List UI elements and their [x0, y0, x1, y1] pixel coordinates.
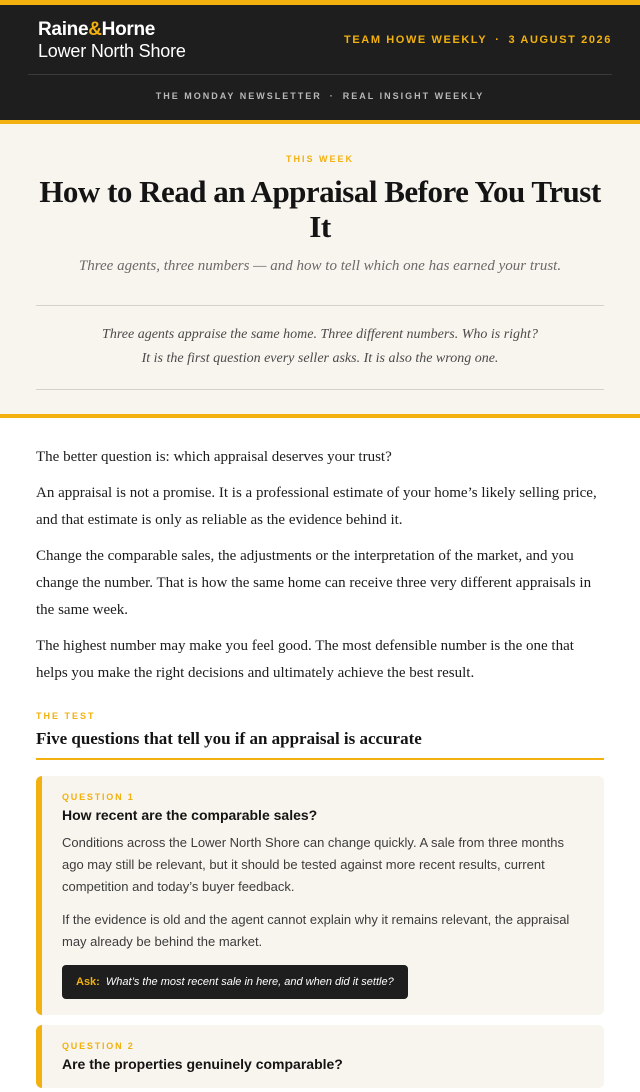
pull-quote — [36, 305, 604, 390]
body-paragraph: An appraisal is not a promise. It is a professional estimate of your home’s likely selling price, and that estimate is only as reliable as the evidence behind it. — [36, 485, 597, 528]
question-card-2 — [36, 1025, 604, 1088]
ask-question: What’s the most recent sale in here, and when did it settle? — [105, 976, 394, 988]
article-dek: Three agents, three numbers — and how to tell which one has earned your trust. — [78, 258, 562, 274]
issue-info — [344, 34, 612, 46]
question-title: Are the properties genuinely comparable? — [62, 1056, 343, 1072]
hero-kicker: THIS WEEK — [285, 154, 354, 164]
question-text: If the evidence is old and the agent cannot explain why it remains relevant, the appraisal may already be behind the market. — [62, 912, 570, 949]
newsletter-header — [0, 5, 640, 120]
body-paragraph: Change the comparable sales, the adjustments or the interpretation of the market, and you change the number. That is how the same home can receive three very different appraisals in the same week. — [36, 548, 592, 618]
pull-quote-line-1: Three agents appraise the same home. Three different numbers. Who is right? — [102, 327, 538, 342]
question-label: QUESTION 1 — [62, 792, 135, 802]
logo-ampersand: & — [88, 18, 102, 40]
question-card-1 — [36, 776, 604, 1015]
question-label: QUESTION 2 — [62, 1041, 135, 1051]
separator: · — [495, 33, 501, 46]
team-name: TEAM HOWE WEEKLY — [344, 33, 488, 46]
article-body — [0, 418, 640, 1088]
brand-logo[interactable] — [38, 20, 186, 60]
header-row — [28, 5, 612, 75]
pull-quote-line-2: It is the first question every seller asks. It is also the wrong one. — [141, 351, 499, 366]
subtitle-right: REAL INSIGHT WEEKLY — [342, 91, 485, 101]
logo-office-name: Lower North Shore — [38, 40, 186, 61]
issue-date: 3 AUGUST 2026 — [508, 33, 612, 46]
section-title: Five questions that tell you if an appraisal is accurate — [36, 729, 604, 760]
body-paragraph: The highest number may make you feel good. The most defensible number is the one that helps you make the right decisions and ultimately achieve the best result. — [36, 638, 574, 681]
article-title: How to Read an Appraisal Before You Trust It — [39, 174, 601, 244]
question-text: Conditions across the Lower North Shore can change quickly. A sale from three months ago may still be relevant, but it should be tested against more recent results, current competition and today’s buyer feedback. — [62, 835, 564, 894]
hero-section — [0, 124, 640, 414]
question-title: How recent are the comparable sales? — [62, 807, 318, 823]
logo-horne: Horne — [101, 18, 156, 40]
logo-wordmark — [38, 20, 186, 39]
header-subtitle — [28, 75, 612, 101]
ask-label: Ask: — [76, 976, 100, 988]
separator: · — [329, 91, 335, 101]
ask-callout — [62, 965, 408, 999]
subtitle-left: THE MONDAY NEWSLETTER — [155, 91, 322, 101]
section-kicker: THE TEST — [36, 711, 96, 721]
body-paragraph: The better question is: which appraisal deserves your trust? — [36, 449, 392, 465]
logo-raine: Raine — [38, 18, 89, 40]
